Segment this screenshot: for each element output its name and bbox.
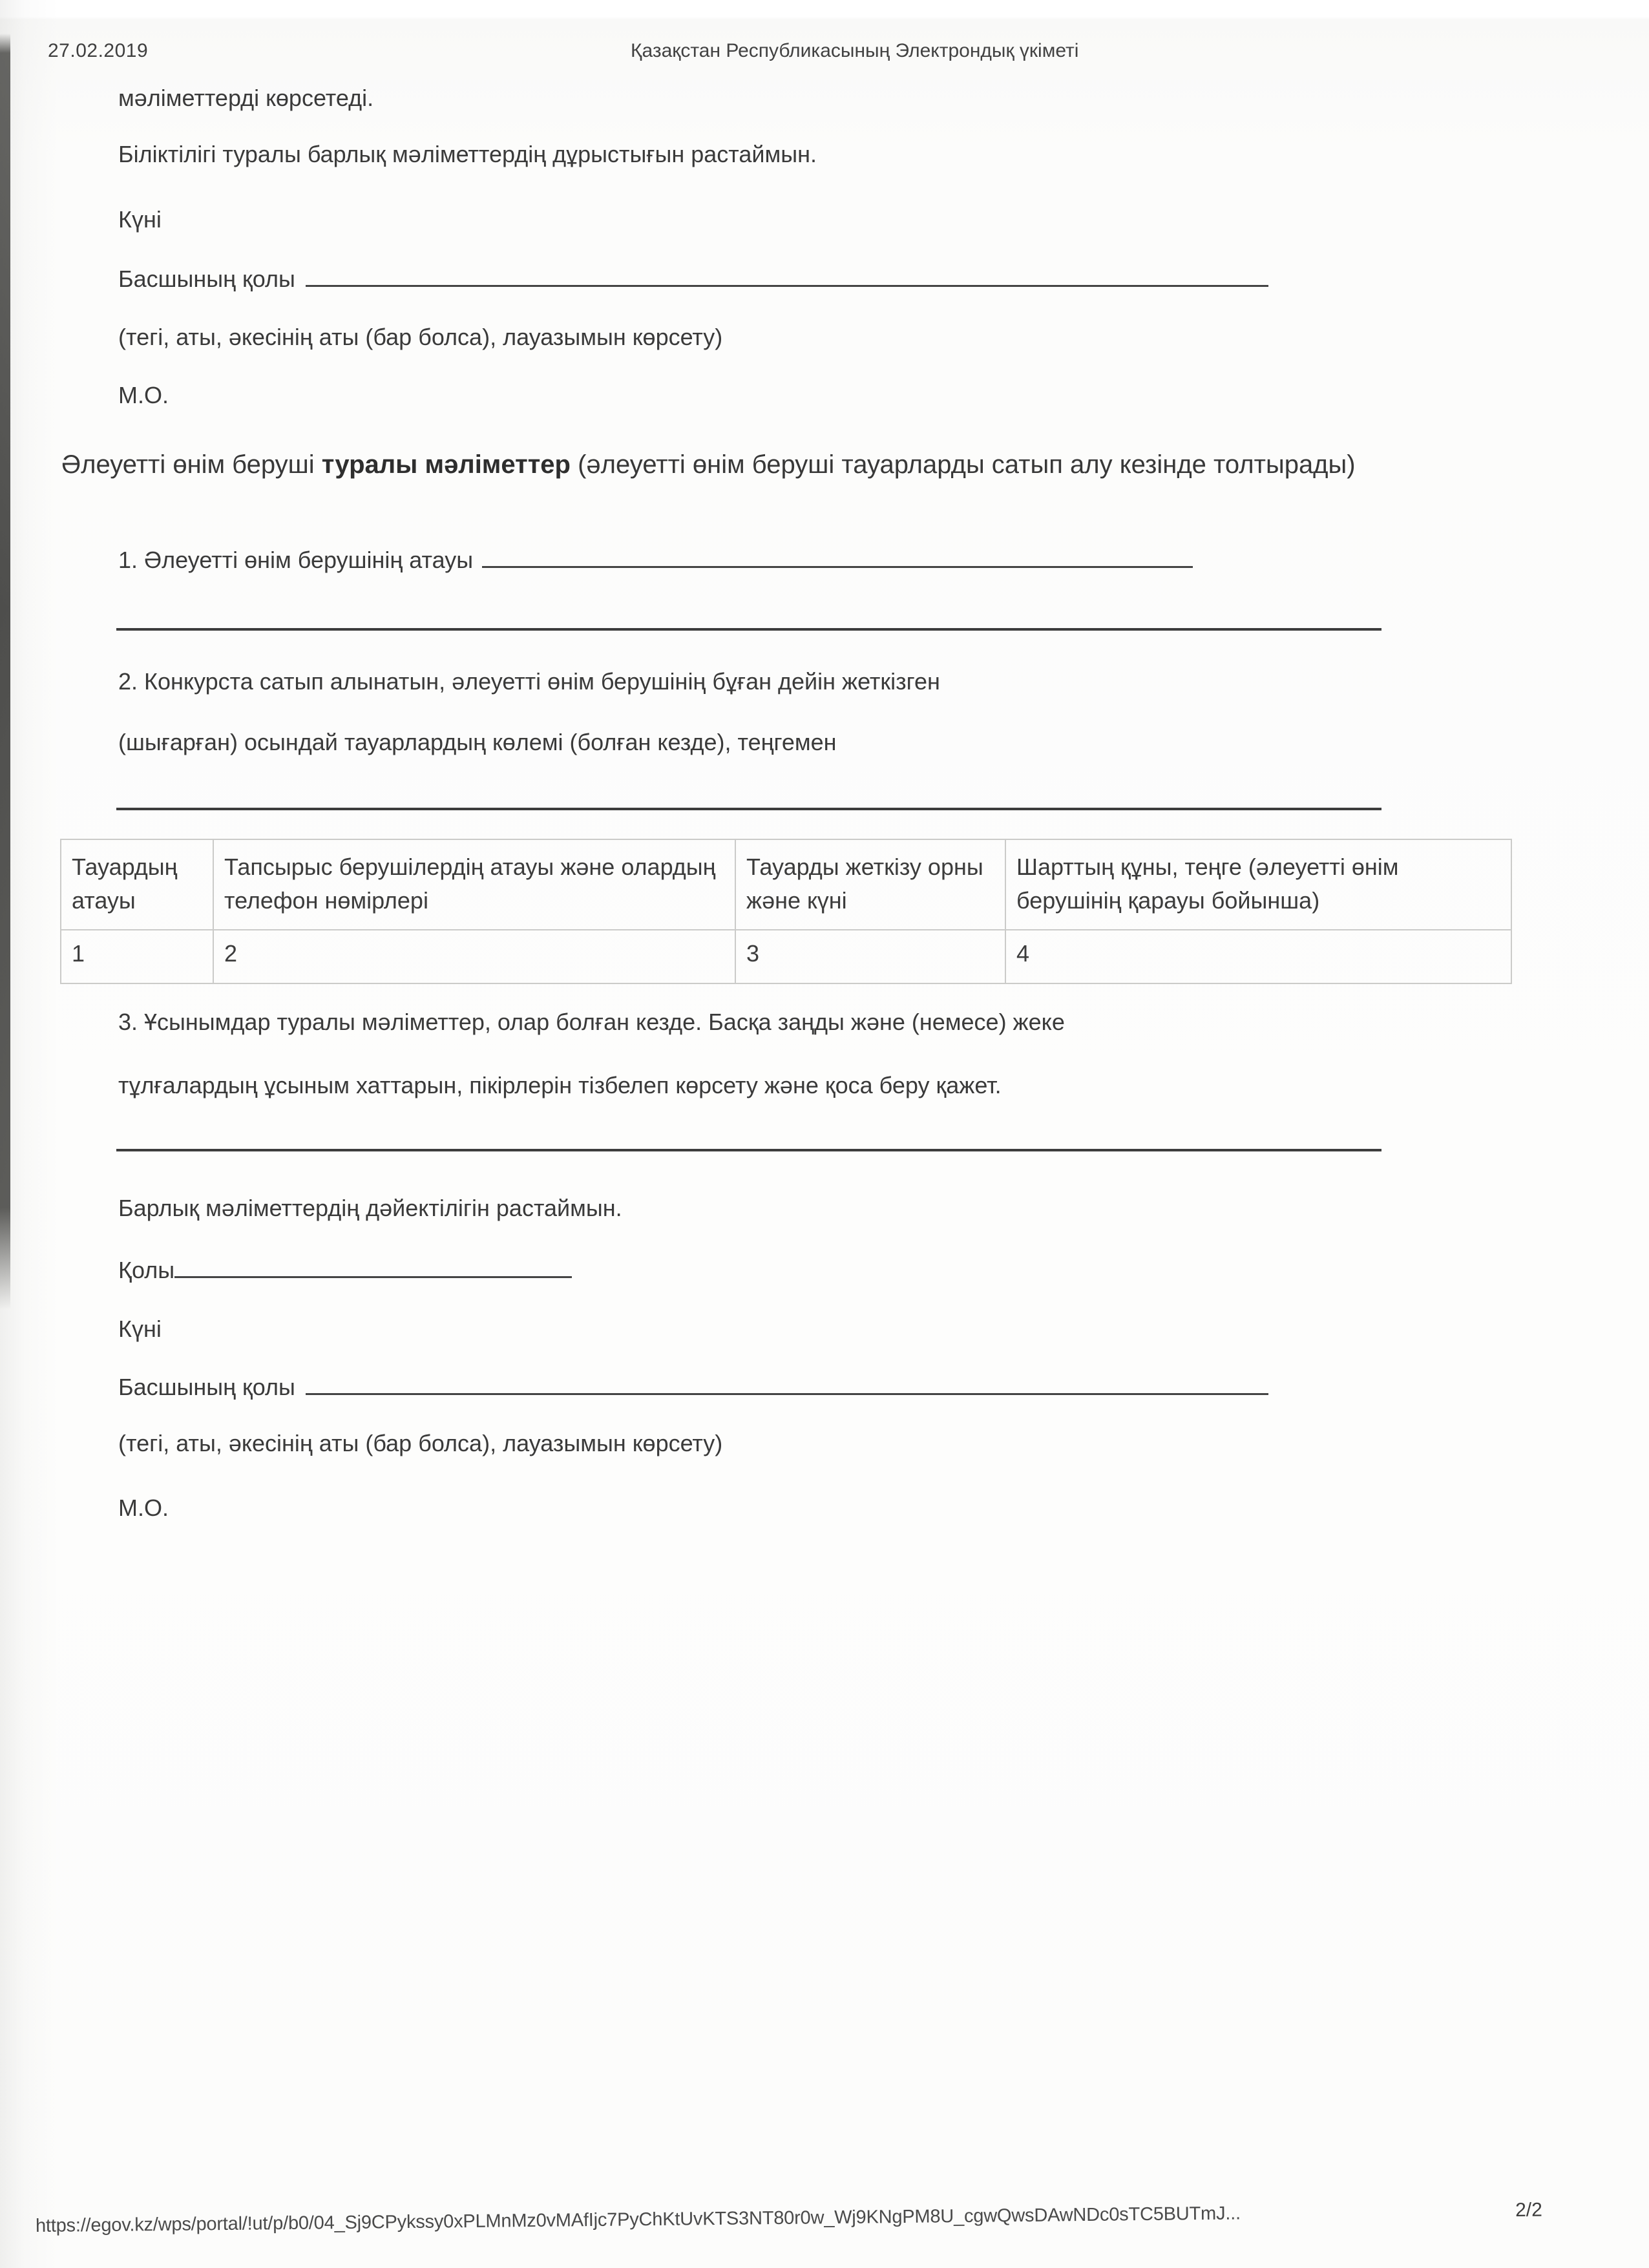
head-signature-row: [118, 265, 1268, 293]
item2-line2: (шығарған) осындай тауарлардың көлемі (болған кезде), теңгемен: [118, 729, 837, 755]
head-signature-row: [118, 1373, 1268, 1401]
head-signature-line: [306, 265, 1268, 287]
signature-note: (тегі, аты, әкесінің аты (бар болса), лауазымын көрсету): [118, 1430, 723, 1456]
seal-label: М.О.: [118, 382, 169, 408]
section-heading-pre: Әлеуетті өнім беруші: [61, 450, 322, 479]
head-signature-label: Басшының қолы: [118, 266, 295, 292]
signature-row: [118, 1256, 572, 1284]
date-label: Күні: [118, 1316, 162, 1342]
goods-table-header-cell: Тапсырыс берушілердің атауы және олардың телефон нөмірлері: [213, 839, 735, 930]
signature-line: [174, 1256, 572, 1278]
item1-label: 1. Әлеуетті өнім берушінің атауы: [118, 547, 474, 573]
item1-line: [482, 546, 1193, 568]
signature-label: Қолы: [118, 1257, 175, 1283]
print-footer: [36, 2200, 1542, 2237]
goods-table-number-cell: 1: [61, 930, 213, 983]
item2-line1: 2. Конкурста сатып алынатын, әлеуетті өнім берушінің бұған дейін жеткізген: [118, 668, 940, 695]
goods-table-number-cell: 4: [1005, 930, 1511, 983]
item1-row: [118, 546, 1193, 574]
date-label: Күні: [118, 206, 162, 233]
goods-table-header-cell: Тауардың атауы: [61, 839, 213, 930]
print-header-title: Қазақстан Республикасының Электрондық үкіметі: [631, 40, 1079, 61]
head-signature-label: Басшының қолы: [118, 1374, 295, 1400]
goods-table-header-row: [61, 839, 1511, 930]
print-footer-page-number: 2/2: [1515, 2199, 1543, 2221]
paragraph-confirm-all: Барлық мәліметтердің дәйектілігін растаймын.: [118, 1195, 622, 1221]
scan-edge-artifact: [0, 34, 10, 1310]
section-heading: [61, 445, 1392, 485]
head-signature-line: [306, 1373, 1268, 1395]
separator-line-2: [116, 808, 1381, 810]
goods-table-number-cell: 2: [213, 930, 735, 983]
goods-table-header-cell: Тауарды жеткізу орны және күні: [735, 839, 1005, 930]
signature-note: (тегі, аты, әкесінің аты (бар болса), лауазымын көрсету): [118, 324, 723, 350]
section-heading-bold: туралы мәліметтер: [321, 450, 571, 479]
goods-table-header-cell: Шарттың құны, теңге (әлеуетті өнім берушінің қарауы бойынша): [1005, 839, 1511, 930]
item3-line1: 3. Ұсынымдар туралы мәліметтер, олар болған кезде. Басқа заңды және (немесе) жеке: [118, 1009, 1065, 1035]
item3-line2: тұлғалардың ұсыным хаттарын, пікірлерін тізбелеп көрсету және қоса беру қажет.: [118, 1072, 1002, 1098]
print-footer-url: https://egov.kz/wps/portal/!ut/p/b0/04_Sj9CPykssy0xPLMnMz0vMAfIjc7PyChKtUvKTS3NT80r0w_Wj9KNgPM8U_cgwQwsDAwNDc0sTC5BUTmJ...: [35, 2203, 1241, 2236]
paragraph-intro: мәліметтерді көрсетеді.: [118, 85, 374, 111]
goods-table-number-cell: 3: [735, 930, 1005, 983]
print-header-date: 27.02.2019: [48, 40, 149, 61]
paragraph-confirm-qualification: Біліктілігі туралы барлық мәліметтердің дұрыстығын растаймын.: [118, 141, 817, 167]
goods-table-number-row: [61, 930, 1511, 983]
goods-table: [60, 839, 1512, 984]
separator-line-3: [116, 1149, 1381, 1151]
section-heading-post: (әлеуетті өнім беруші тауарларды сатып алу кезінде толтырады): [570, 450, 1356, 479]
separator-line-1: [116, 628, 1381, 631]
seal-label: М.О.: [118, 1495, 169, 1521]
